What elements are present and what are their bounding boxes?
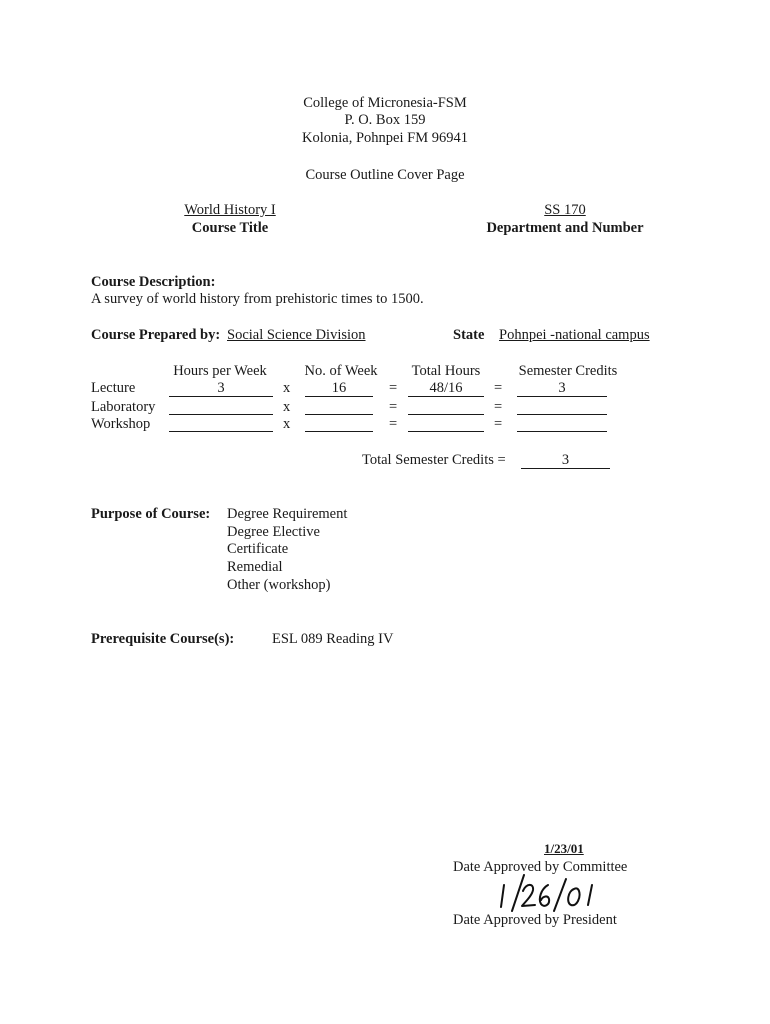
laboratory-total-field[interactable] xyxy=(408,398,484,415)
purpose-label: Purpose of Course: xyxy=(91,506,211,522)
laboratory-hours-field[interactable] xyxy=(169,398,273,415)
prepared-by-label: Course Prepared by: xyxy=(91,327,221,343)
equals-sign: = xyxy=(494,416,503,432)
laboratory-credits-field[interactable] xyxy=(517,398,607,415)
address: Kolonia, Pohnpei FM 96941 xyxy=(302,130,468,146)
row-label-lecture: Lecture xyxy=(91,380,136,396)
po-box: P. O. Box 159 xyxy=(344,112,426,128)
description-text: A survey of world history from prehistoric times to 1500. xyxy=(91,291,424,307)
col-total-hours: Total Hours xyxy=(411,363,481,379)
purpose-option: Remedial xyxy=(227,559,283,575)
purpose-option: Degree Elective xyxy=(227,524,320,540)
course-title-label: Course Title xyxy=(191,220,269,236)
course-number-value: SS 170 xyxy=(544,202,586,218)
times-sign: x xyxy=(283,416,291,432)
purpose-option: Degree Requirement xyxy=(227,506,348,522)
lecture-total-field[interactable]: 48/16 xyxy=(408,380,484,397)
times-sign: x xyxy=(283,380,291,396)
document-title: Course Outline Cover Page xyxy=(305,167,465,183)
times-sign: x xyxy=(283,399,291,415)
lecture-hours-field[interactable]: 3 xyxy=(169,380,273,397)
total-credits-label: Total Semester Credits = xyxy=(362,452,506,468)
equals-sign: = xyxy=(494,399,503,415)
col-hours-per-week: Hours per Week xyxy=(173,363,267,379)
prerequisite-value: ESL 089 Reading IV xyxy=(272,631,394,647)
equals-sign: = xyxy=(389,380,398,396)
lecture-credits-field[interactable]: 3 xyxy=(517,380,607,397)
institution-name: College of Micronesia-FSM xyxy=(303,95,467,111)
state-label: State xyxy=(453,327,485,343)
prepared-by-value: Social Science Division xyxy=(227,327,366,343)
prerequisite-label: Prerequisite Course(s): xyxy=(91,631,235,647)
row-label-workshop: Workshop xyxy=(91,416,151,432)
description-label: Course Description: xyxy=(91,274,216,290)
laboratory-weeks-field[interactable] xyxy=(305,398,373,415)
lecture-weeks-field[interactable]: 16 xyxy=(305,380,373,397)
state-value: Pohnpei -national campus xyxy=(499,327,650,343)
course-number-label: Department and Number xyxy=(486,220,644,236)
workshop-total-field[interactable] xyxy=(408,415,484,432)
president-approval-label: Date Approved by President xyxy=(453,912,617,928)
workshop-hours-field[interactable] xyxy=(169,415,273,432)
committee-approval-label: Date Approved by Committee xyxy=(453,859,628,875)
workshop-weeks-field[interactable] xyxy=(305,415,373,432)
committee-approval-date: 1/23/01 xyxy=(544,841,584,856)
president-approval-date-handwritten xyxy=(496,871,606,913)
equals-sign: = xyxy=(494,380,503,396)
row-label-laboratory: Laboratory xyxy=(91,399,156,415)
col-no-of-week: No. of Week xyxy=(304,363,378,379)
col-semester-credits: Semester Credits xyxy=(518,363,618,379)
purpose-option: Other (workshop) xyxy=(227,577,331,593)
purpose-option: Certificate xyxy=(227,541,289,557)
workshop-credits-field[interactable] xyxy=(517,415,607,432)
course-title-value: World History I xyxy=(184,202,276,218)
equals-sign: = xyxy=(389,399,398,415)
total-credits-field[interactable]: 3 xyxy=(521,452,610,469)
equals-sign: = xyxy=(389,416,398,432)
